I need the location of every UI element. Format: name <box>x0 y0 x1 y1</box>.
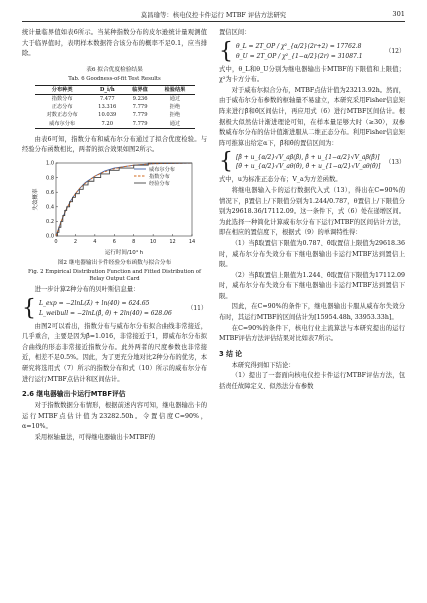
x-tick-label: 0 <box>53 238 58 245</box>
y-tick-label: 0.4 <box>45 204 54 211</box>
x-tick-label: 6 <box>112 238 116 245</box>
table-row <box>35 111 195 119</box>
table-cell: 对数正态分布 <box>46 112 78 119</box>
x-tick-label: 14 <box>188 238 195 245</box>
paragraph: 对于指数数据分布情形，根据前述内容可知，继电器输出卡的运行MTBF点估计值为23282.50h。令置信度C=90%，α=10%。 <box>22 402 207 431</box>
table-cell: 通过 <box>169 120 181 127</box>
paragraph: 采用枢轴量法，可得继电器输出卡MTBF的 <box>34 433 155 441</box>
equation-12 <box>219 38 405 64</box>
table-cell: 通过 <box>169 95 181 102</box>
table-row <box>35 103 195 111</box>
fit-test-table <box>35 85 195 129</box>
right-column <box>219 28 405 393</box>
y-tick-label: 0.0 <box>45 233 54 240</box>
equation-11 <box>22 295 207 321</box>
header-title: 莫昌瑜等：核电仪控卡件运行 MTBF 评估方法研究 <box>140 11 287 19</box>
running-header <box>22 8 405 22</box>
fit-distribution-chart <box>30 158 200 256</box>
left-column <box>22 28 207 444</box>
x-tick-label: 2 <box>73 238 77 245</box>
series-line-0 <box>56 163 192 236</box>
table-cell: 7.20 <box>101 120 114 127</box>
table-cell: 7.779 <box>132 112 148 119</box>
y-axis-label: 失效概率 <box>32 188 39 211</box>
table-cell: 拒绝 <box>169 104 181 111</box>
paragraph: 由图2可以看出，指数分布与威布尔分布拟合曲线非常接近，几乎重合，主要是因为β̂=1.016，非常接近于1，即威布尔分布拟合曲线的形态非常接近指数分布。此外两者的尺度参数也非常接近，相差不足0.5%。因此，为了更充分地对比2种分布的优劣，本研究将选用式（7）所示的指数分布和式（10）所示的威布尔分布进行运行MTBF点估计和区间估计。 <box>22 322 207 383</box>
series-line-1 <box>56 163 192 236</box>
x-tick-label: 8 <box>131 238 135 245</box>
table-header-cell: 检验结果 <box>164 86 186 93</box>
table-header-cell: D_i/h <box>99 86 115 93</box>
table-cell: 7.779 <box>132 120 148 127</box>
y-tick-label: 0.8 <box>45 175 54 182</box>
table-cell: 拒绝 <box>169 112 181 119</box>
legend-label: 指数分布 <box>148 173 170 180</box>
equation-line: L_weibull = −2lnL(β̂, θ̂) + 2ln(40) = 628.06 <box>39 309 172 317</box>
paragraph: 由表6可知，指数分布和威布尔分布通过了拟合优度检验。与经验分布函数相比，两者的拟合效果如图2所示。 <box>22 135 207 154</box>
y-tick-label: 1.0 <box>45 160 54 167</box>
figure-caption-en: Fig. 2 Empirical Distribution Function and Fitted Distribution of Relay Output Card <box>28 268 201 282</box>
paragraph: 置信区间： <box>219 29 251 36</box>
table-header-cell: 分布种类 <box>51 86 73 93</box>
table-header-cell: 临界值 <box>132 86 148 93</box>
paragraph: （1）提出了一套面向核电仪控卡件运行MTBF评估方法，包括责任故障定义、似然法分布参数 <box>219 372 405 391</box>
equation-number: （11） <box>187 304 207 312</box>
table-cell: 指数分布 <box>51 95 73 102</box>
x-tick-label: 10 <box>149 238 156 245</box>
table-row <box>35 120 195 129</box>
table-cell: 10.039 <box>98 112 117 119</box>
paragraph: 本研究得到如下结论： <box>231 361 295 369</box>
paragraph: （2）当β̂取置信上限值为1.244、θ̂取置信下限值为17112.09时，威布尔分布失效分布下继电器输出卡运行MTBF达到置信下限。 <box>219 271 405 300</box>
paragraph: （1）当β̂取置信下限值为0.787、θ̂取置信上限值为29618.36时，威布尔分布失效分布下继电器输出卡运行MTBF达到置信上限。 <box>219 239 405 269</box>
paragraph: 统计量临界值如表6所示。当某种指数分布的皮尔逊统计量观测值大于临界值时，表明样本数据符合该分布的概率不足0.1，应当排除。 <box>22 29 207 58</box>
table-row <box>35 94 195 103</box>
equation-line: θ_L = 2T_OP / χ²_{α/2}(2r+2) = 17762.8 <box>236 43 362 51</box>
figure-caption-cn: 图2 继电器输出卡件经验分布函数与拟合分布 <box>57 259 172 266</box>
equation-number: （12） <box>385 47 405 55</box>
table-cell: 13.316 <box>98 104 117 111</box>
equation-brace: { <box>219 149 233 175</box>
equation-brace: { <box>219 38 233 64</box>
equation-line: θ_U = 2T_OP / χ²_{1−α/2}(2r) = 31087.1 <box>236 52 363 60</box>
equation-13 <box>219 151 405 173</box>
plot-frame <box>56 163 192 236</box>
equation-number: （13） <box>385 158 405 166</box>
table-header-row <box>35 85 195 94</box>
x-tick-label: 4 <box>92 238 96 245</box>
equation-line: [θ̂ + u_{α/2}√V_aθ(θ̂), θ̂ + u_{1−α/2}√V_aθ(θ̂)] <box>236 163 381 171</box>
paragraph: 式中，u为标准正态分布；V_a为方差函数。 <box>219 176 342 184</box>
table-caption-en: Tab. 6 Goodness-of-fit Test Results <box>68 75 161 82</box>
equation-line: [β̂ + u_{α/2}√V_aβ(β̂), β̂ + u_{1−α/2}√V_aβ(β̂)] <box>236 153 380 161</box>
section-heading: 2.6 继电器输出卡运行MTBF评估 <box>22 390 126 399</box>
paragraph: 对于威布尔拟合分布，MTBF点估计值为23213.92h。然而，由于威布尔分布参数的枢轴量不易建立，本研究采用Fisher信息矩阵来进行β̂和θ̂区间估计，再应用式（6）进行MTBF区间估计。根据极大似然估计渐进理论可知，在样本量足够大时（≥30），双参数威布尔分布的估计值渐进服从二维正态分布。利用Fisher信息矩阵可推算出给定α下，β̂和θ̂的置信区间为： <box>219 86 405 147</box>
table-cell: 9.236 <box>132 95 148 102</box>
equation-brace: { <box>22 295 36 321</box>
x-tick-label: 12 <box>168 238 176 245</box>
section-heading: 3 结 论 <box>219 349 243 358</box>
page-number: 301 <box>392 10 405 18</box>
table-cell: 正态分布 <box>51 104 73 111</box>
paragraph: 式中，θ_L和θ_U分别为继电器输出卡MTBF的下限值和上限值；χ²为卡方分布。 <box>219 65 405 84</box>
paragraph: 将继电器输入卡的运行数据代入式（13），得出在C=90%的情况下，β置信上/下限值分别为1.244/0.787，θ置信上/下限值分别为29618.36/17112.09。这一条件下，式（6）处在递增区间。为此选择一种简化计算威布尔分布下运行MTBF的区间估计方法，即在相应的置信度下，根据式（9）的单调特性得： <box>219 186 405 237</box>
y-tick-label: 0.2 <box>45 219 54 226</box>
legend-label: 经验分布 <box>148 180 170 187</box>
table-cell: 7.477 <box>99 95 115 102</box>
paragraph: 进一步计算2种分布的贝叶斯信息量： <box>34 285 140 293</box>
legend-label: 威布尔分布 <box>148 166 175 173</box>
y-tick-label: 0.6 <box>45 189 54 196</box>
equation-line: L_exp = −2lnL(λ̂) + ln(40) = 624.65 <box>39 300 150 308</box>
series-line-2 <box>56 163 192 236</box>
paragraph: 因此，在C=90%的条件下，继电器输出卡服从威布尔失效分布时，其运行MTBF的区间估计为[15954.48h, 33953.33h]。 <box>219 303 405 322</box>
x-axis-label: 运行时间/10⁴ h <box>104 249 143 256</box>
table-caption-cn: 表6 拟合优度检验结果 <box>86 66 143 73</box>
table-cell: 7.779 <box>132 104 148 111</box>
table-cell: 威布尔分布 <box>49 120 76 127</box>
paragraph: 在C=90%的条件下，核电行业主流算法与本研究提出的运行MTBF评估方法评估结果对比如表7所示。 <box>219 324 405 343</box>
